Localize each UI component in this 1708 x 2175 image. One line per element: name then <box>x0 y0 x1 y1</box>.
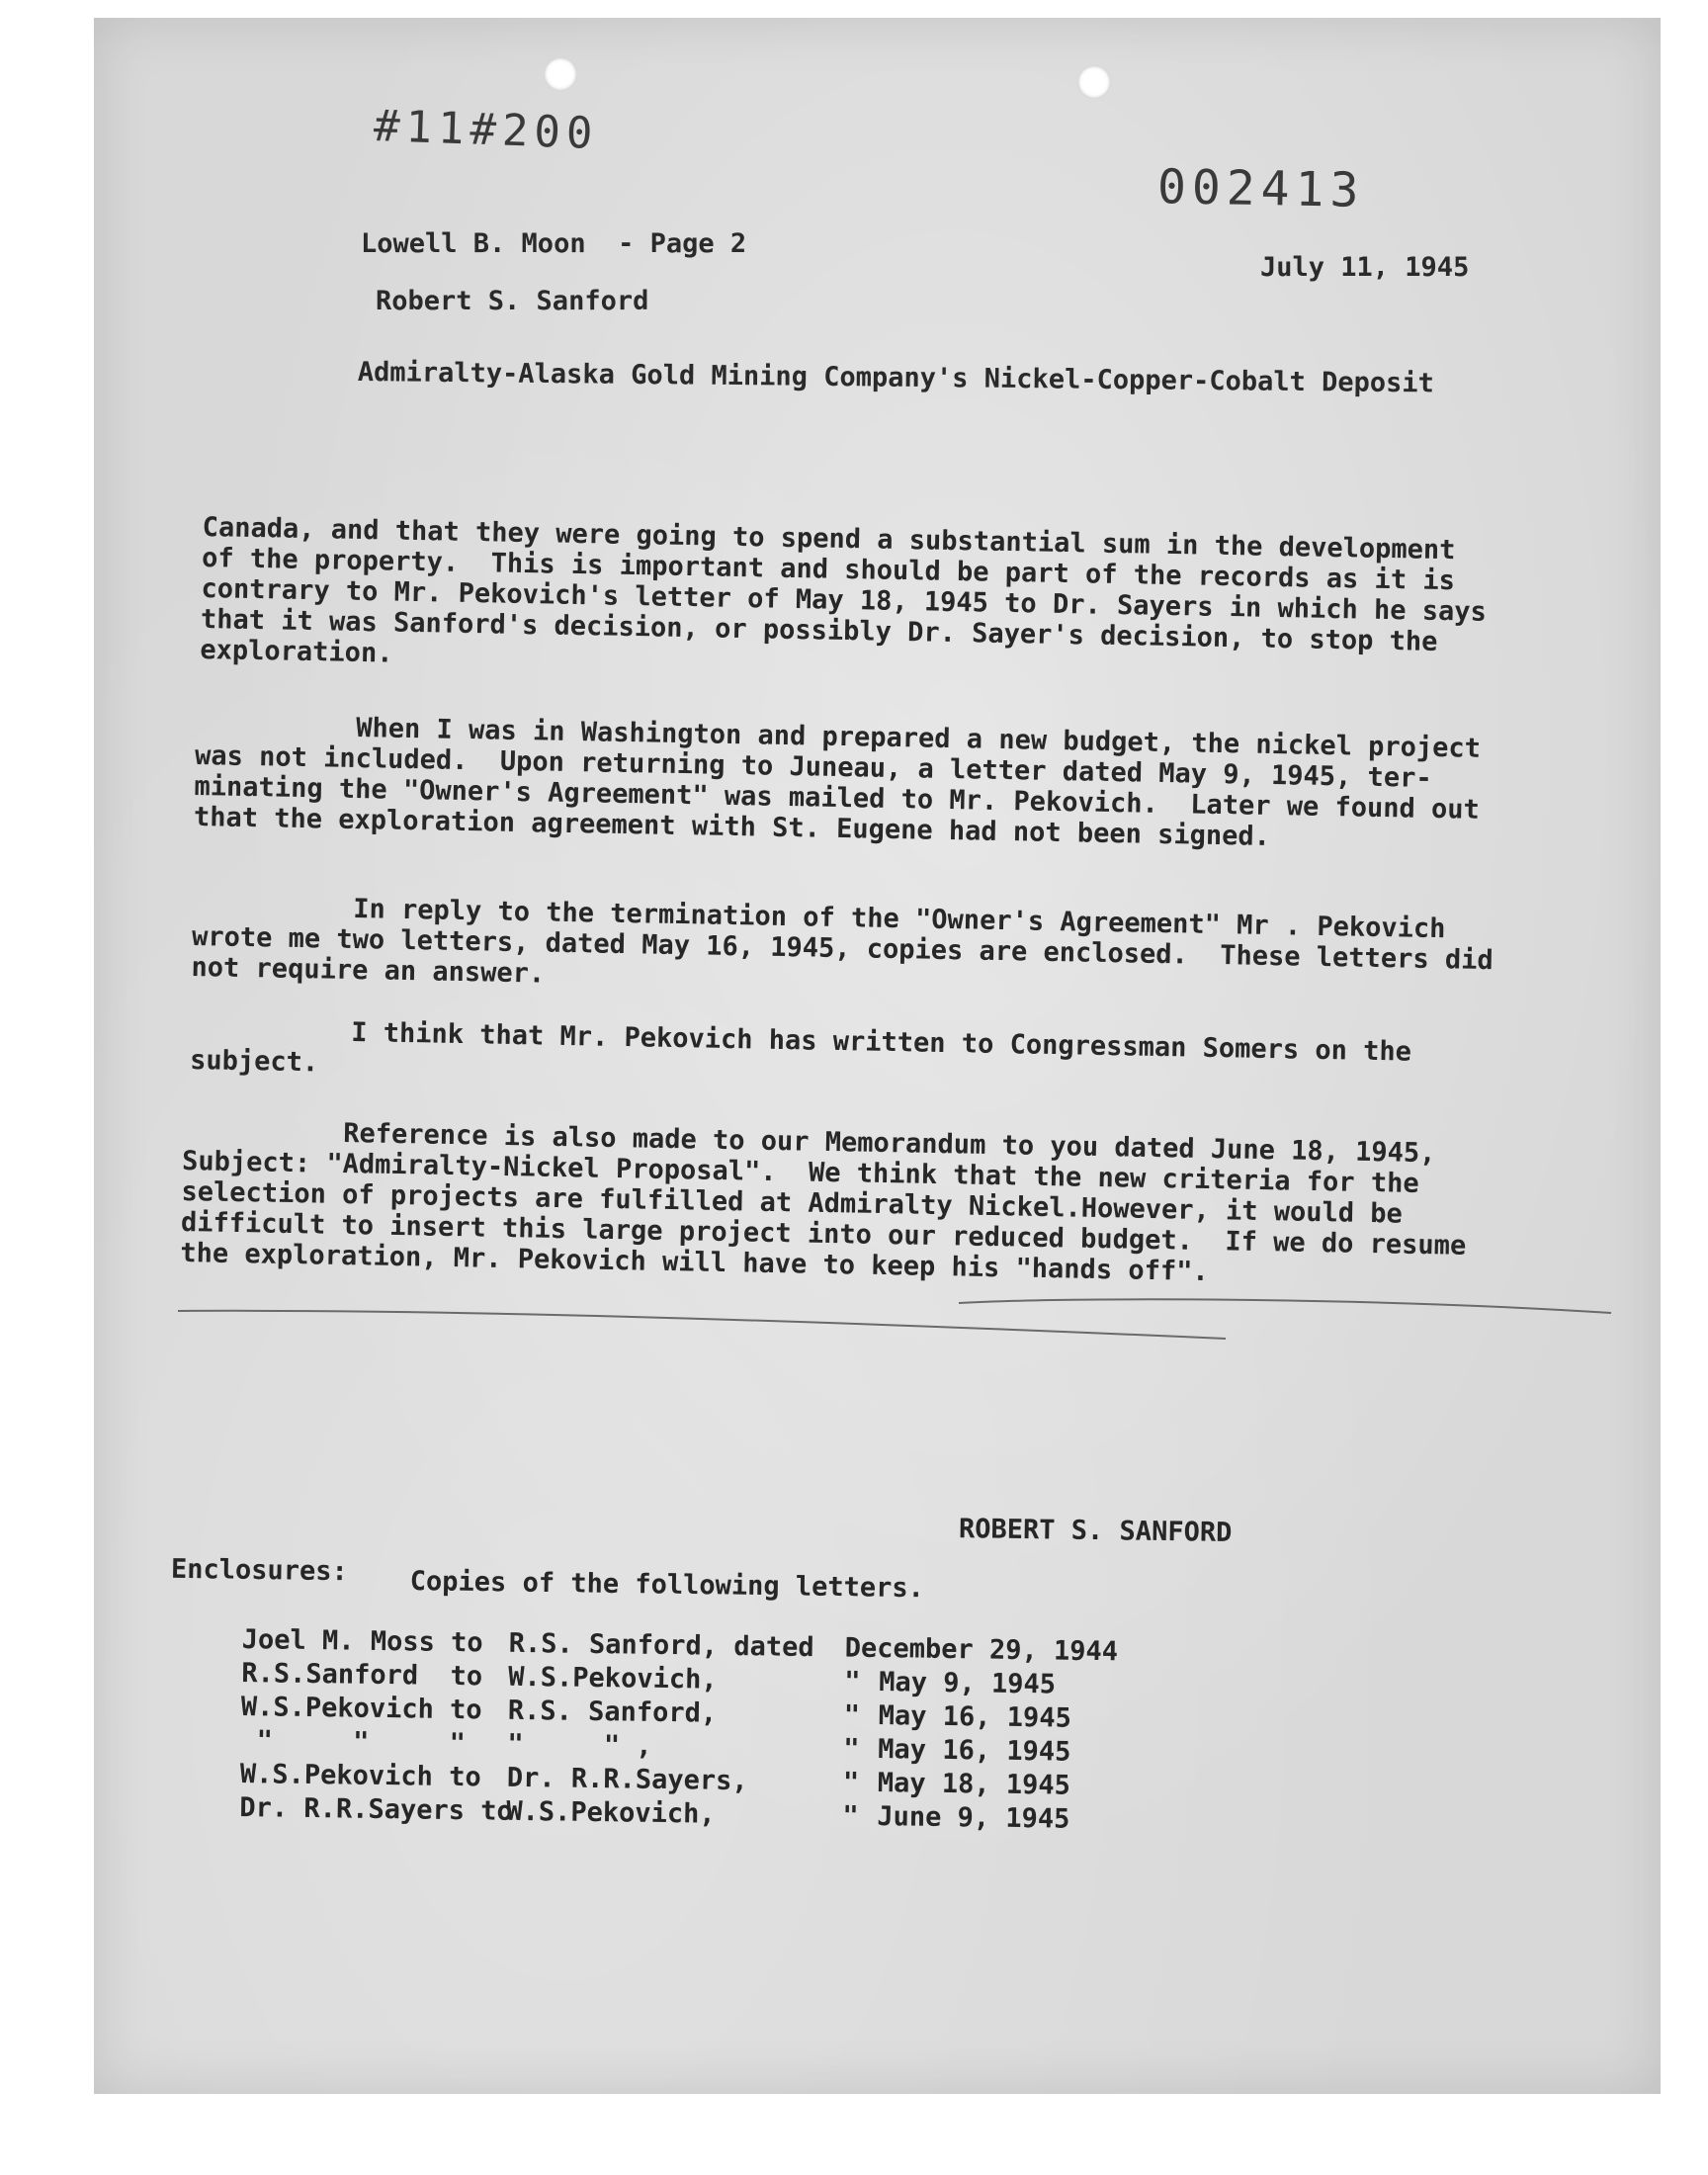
enclosure-item <box>239 1758 1071 1801</box>
enclosure-ditto-mark: " <box>842 1800 859 1832</box>
enclosure-to: " " , <box>507 1728 652 1762</box>
header-date: July 11, 1945 <box>1260 252 1470 283</box>
punch-hole-right <box>1077 65 1111 99</box>
enclosure-date: May 16, 1945 <box>878 1733 1071 1768</box>
enclosure-to: W.S.Pekovich, <box>506 1795 716 1830</box>
enclosures-intro: Copies of the following letters. <box>409 1566 925 1605</box>
subject-line: Admiralty-Alaska Gold Mining Company's Nickel-Copper-Cobalt Deposit <box>357 357 1435 399</box>
enclosure-from: " " " <box>240 1724 467 1760</box>
enclosure-from: W.S.Pekovich to <box>240 1691 482 1726</box>
body-paragraph-5: Reference is also made to our Memorandum to you dated June 18, 1945, Subject: "Admiralty-Nickel Proposal". We think that the new criteria for the selection of projects are fulfilled at Admiralty Nickel.However, it would be difficult to insert this large project into our reduced budget. If we do resume the exploration, Mr. Pekovich will have to keep his "hands off". <box>180 1115 1467 1288</box>
signature-typed-name: ROBERT S. SANFORD <box>958 1514 1233 1548</box>
enclosure-date: June 9, 1945 <box>877 1800 1070 1835</box>
punch-hole-left <box>544 57 577 91</box>
enclosure-ditto-mark: " <box>843 1733 860 1765</box>
enclosure-to: W.S.Pekovich, <box>508 1661 718 1696</box>
body-paragraph-3: In reply to the termination of the "Owner's Agreement" Mr . Pekovich wrote me two letters, dated May 16, 1945, copies are enclosed. These letters did not require an answer. <box>191 891 1494 990</box>
enclosure-item <box>241 1657 1057 1700</box>
enclosure-item <box>240 1691 1072 1734</box>
enclosure-from: Joel M. Moss to <box>241 1624 483 1659</box>
enclosure-date: May 18, 1945 <box>877 1767 1071 1801</box>
enclosure-from: Dr. R.R.Sayers to <box>239 1791 513 1827</box>
enclosure-date: December 29, 1944 <box>844 1632 1119 1668</box>
enclosure-ditto-mark: " <box>844 1666 861 1697</box>
enclosure-to: R.S. Sanford, dated <box>508 1627 814 1664</box>
stamp-number-right: 002413 <box>1156 159 1365 218</box>
enclosure-to: Dr. R.R.Sayers, <box>506 1762 748 1797</box>
enclosure-date: May 16, 1945 <box>878 1699 1072 1734</box>
enclosure-ditto-mark: " <box>843 1699 861 1731</box>
handwritten-underline <box>178 1293 1611 1352</box>
body-paragraph-1: Canada, and that they were going to spend a substantial sum in the development of the property. This is important and should be part of the records as it is contrary to Mr. Pekovich's letter of May 18, 1945 to Dr. Sayers in which he says that it was Sanford's decision, or possibly Dr. Sayer's decision, to stop the exploration. <box>200 512 1488 669</box>
body-paragraph-4: I think that Mr. Pekovich has written to Congressman Somers on the subject. <box>189 1014 1412 1079</box>
enclosure-from: R.S.Sanford to <box>241 1657 483 1693</box>
enclosures-list <box>239 1624 1119 1835</box>
header-author-line: Robert S. Sanford <box>376 286 649 316</box>
enclosures-label: Enclosures: <box>170 1553 349 1588</box>
enclosure-from: W.S.Pekovich to <box>239 1758 481 1793</box>
body-paragraph-2: When I was in Washington and prepared a new budget, the nickel project was not included. Upon returning to Juneau, a letter dated May 9, 1945, ter- minating the "Owner's Agreement" was mailed to Mr. Pekovich. Later we found out that the exploration agreement with St. Eugene had not been signed. <box>193 710 1482 852</box>
enclosure-item <box>240 1724 1071 1768</box>
enclosure-ditto-mark: " <box>842 1767 860 1798</box>
enclosure-to: R.S. Sanford, <box>507 1695 718 1729</box>
document-page <box>94 18 1661 2094</box>
enclosure-item <box>241 1624 1119 1668</box>
header-recipient-line: Lowell B. Moon - Page 2 <box>361 228 747 259</box>
stamp-number-left: #11#200 <box>373 101 600 159</box>
enclosure-item <box>239 1791 1070 1835</box>
enclosure-date: May 9, 1945 <box>879 1667 1057 1700</box>
